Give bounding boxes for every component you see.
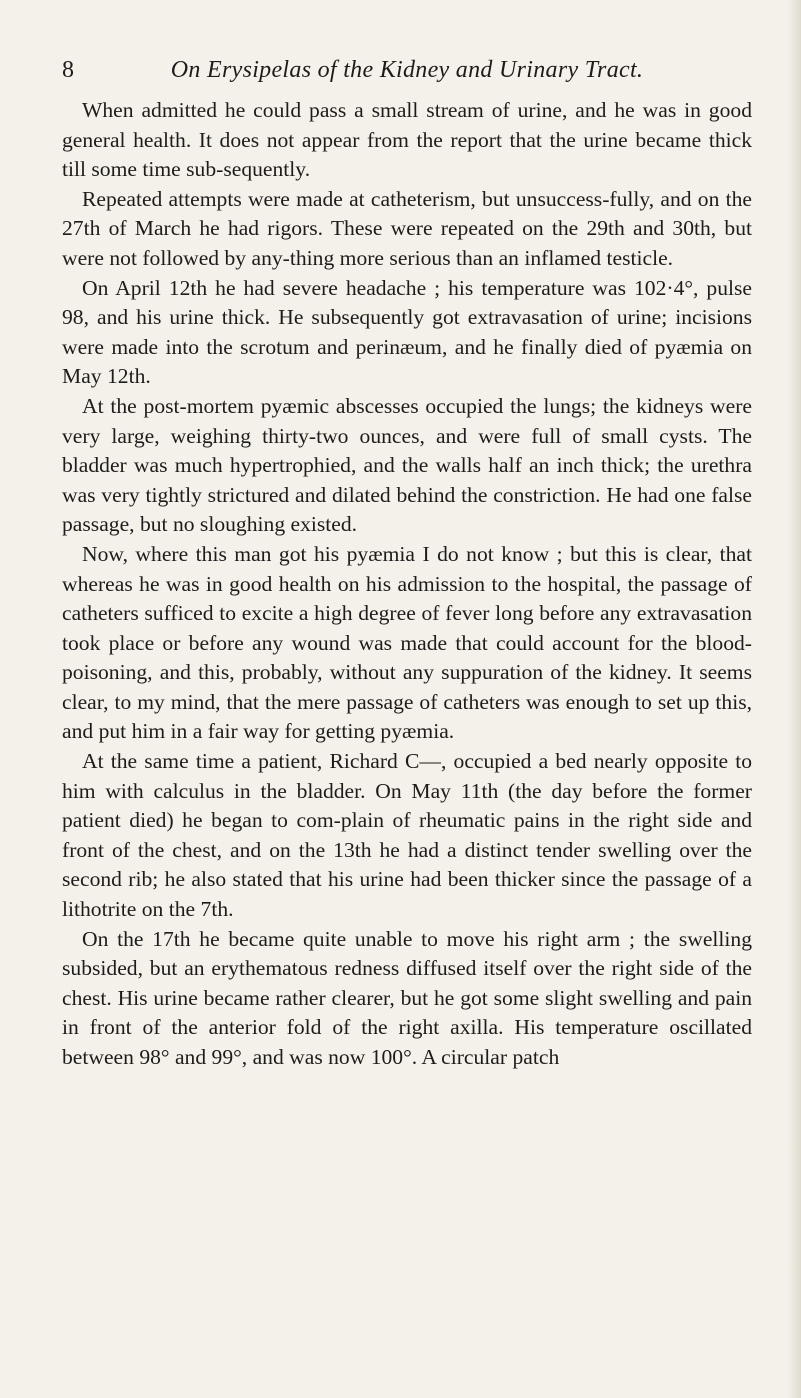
paragraph: At the post-mortem pyæmic abscesses occupied the lungs; the kidneys were very large, weighing thirty-two ounces, and were full of small cysts. The bladder was much hypertrophied, and the walls half an inch thick; the urethra was very tightly strictured and dilated behind the constriction. He had one false passage, but no sloughing existed. bbox=[62, 393, 752, 537]
paragraph: Repeated attempts were made at catheterism, but unsuccess-fully, and on the 27th of March he had rigors. These were repeated on the 29th and 30th, but were not followed by any-thing more serious than an inflamed testicle. bbox=[62, 186, 752, 270]
page-number: 8 bbox=[62, 57, 74, 83]
paragraph: When admitted he could pass a small stream of urine, and he was in good general health. It does not appear from the report that the urine became thick till some time sub-sequently. bbox=[62, 98, 752, 182]
paragraph: On the 17th he became quite unable to move his right arm ; the swelling subsided, but an erythematous redness diffused itself over the right side of the chest. His urine became rather clearer, but he got some slight swelling and pain in front of the anterior fold of the right axilla. His temperature oscillated between 98° and 99°, and was now 100°. A circular patch bbox=[62, 926, 752, 1069]
paragraph: At the same time a patient, Richard C—, occupied a bed nearly opposite to him with calculus in the bladder. On May 11th (the day before the former patient died) he began to com-plain of rheumatic pains in the right side and front of the chest, and on the 13th he had a distinct tender swelling over the second rib; he also stated that his urine had been thicker since the passage of a lithotrite on the 7th. bbox=[62, 749, 752, 922]
running-title: On Erysipelas of the Kidney and Urinary Tract. bbox=[170, 57, 644, 83]
paragraph: On April 12th he had severe headache ; his temperature was 102·4°, pulse 98, and his urine thick. He subsequently got extravasation of urine; incisions were made into the scrotum and perinæum, and he finally died of pyæmia on May 12th. bbox=[62, 275, 752, 389]
page-edge-shadow bbox=[787, 0, 801, 1398]
page-header bbox=[62, 52, 752, 88]
body-text bbox=[62, 96, 752, 1073]
paragraph: Now, where this man got his pyæmia I do not know ; but this is clear, that whereas he was in good health on his admission to the hospital, the passage of catheters sufficed to excite a high degree of fever long before any extravasation took place or before any wound was made that could account for the blood-poisoning, and this, probably, without any suppuration of the kidney. It seems clear, to my mind, that the mere passage of catheters was enough to set up this, and put him in a fair way for getting pyæmia. bbox=[62, 541, 752, 744]
